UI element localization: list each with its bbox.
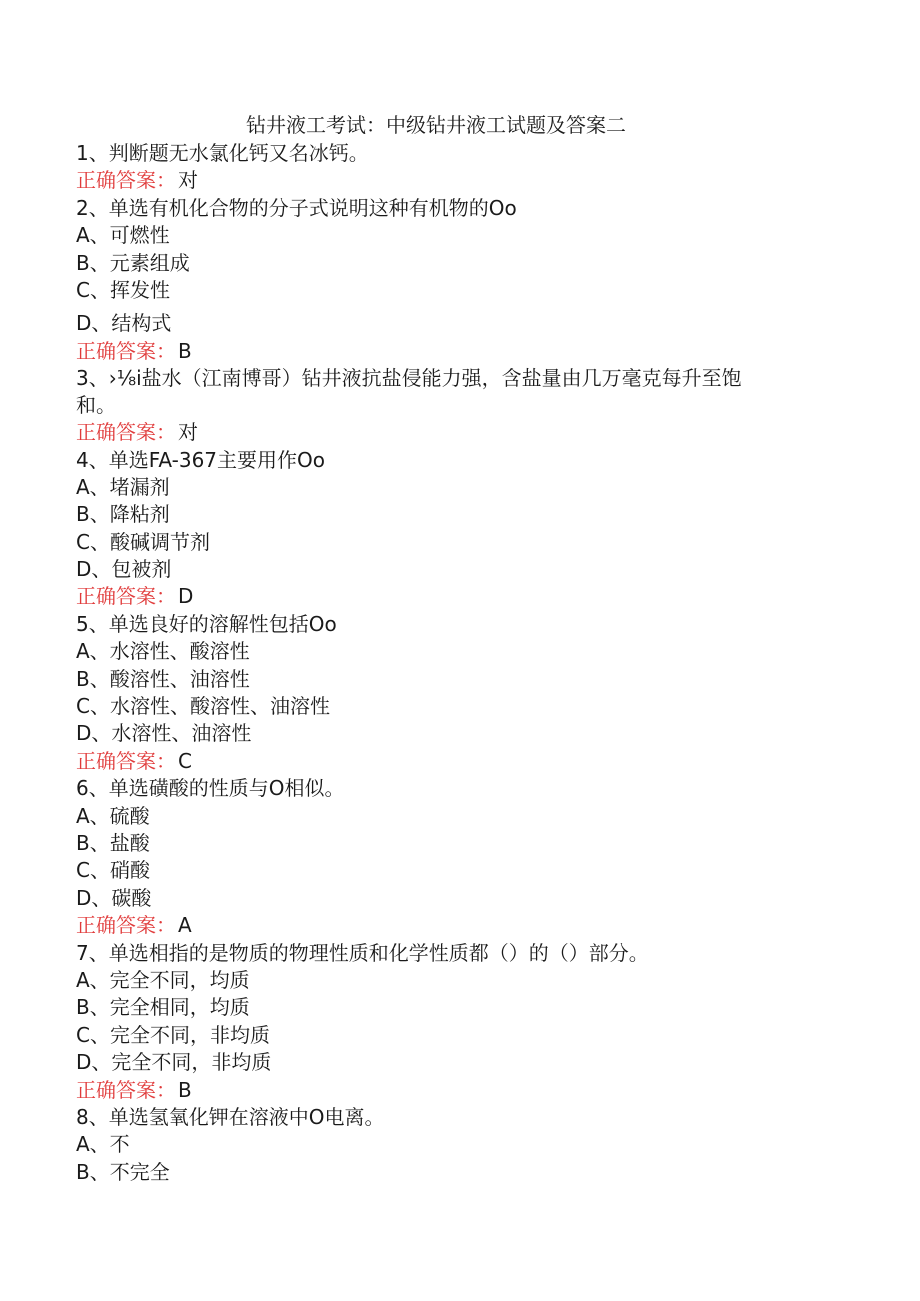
answer-line (76, 419, 796, 446)
question-stem: 2、单选有机化合物的分子式说明这种有机物的Oo (76, 195, 517, 220)
question-stem: 4、单选FA-367主要用作Oo (76, 447, 326, 472)
option-item: D、碳酸 (76, 885, 152, 910)
answer-label: 正确答案： (76, 913, 176, 938)
option-item: D、包被剂 (76, 557, 172, 582)
option-item: A、完全不同，均质 (76, 967, 250, 992)
answer-label: 正确答案： (76, 1077, 176, 1102)
document-title: 钻井液工考试：中级钻井液工试题及答案二 (246, 113, 626, 137)
option-item: C、硝酸 (76, 858, 150, 883)
option-item: B、完全相同，均质 (76, 995, 250, 1020)
option-item: D、水溶性、油溶性 (76, 721, 252, 746)
option-item: A、不 (76, 1132, 130, 1157)
document-page (76, 110, 796, 1186)
option-item: B、元素组成 (76, 250, 190, 275)
answer-label: 正确答案： (76, 168, 176, 193)
question-stem: 5、单选良好的溶解性包括Oo (76, 611, 337, 636)
answer-label: 正确答案： (76, 748, 176, 773)
answer-line (76, 338, 796, 365)
answer-line (76, 1077, 796, 1104)
answer-line (76, 583, 796, 610)
answer-value: C (178, 748, 192, 773)
answer-value: 对 (178, 168, 198, 193)
option-item: A、堵漏剂 (76, 474, 170, 499)
answer-label: 正确答案： (76, 338, 176, 363)
answer-value: B (178, 1077, 192, 1102)
answer-line (76, 912, 796, 939)
answer-line (76, 748, 796, 775)
option-item: B、盐酸 (76, 830, 150, 855)
option-item: C、挥发性 (76, 277, 170, 302)
option-item: A、可燃性 (76, 223, 170, 248)
answer-value: 对 (178, 420, 198, 445)
option-item: C、酸碱调节剂 (76, 529, 210, 554)
question-stem: 6、单选磺酸的性质与O相似。 (76, 776, 345, 801)
option-item: B、酸溶性、油溶性 (76, 666, 250, 691)
option-item: A、硫酸 (76, 803, 150, 828)
option-item: D、完全不同，非均质 (76, 1050, 272, 1075)
question-stem: 1、判断题无水氯化钙又名冰钙。 (76, 141, 369, 165)
answer-value: D (178, 584, 194, 609)
question-stem: 3、›⅛i盐水（江南博哥）钻井液抗盐侵能力强，含盐量由几万毫克每升至饱和。 (76, 366, 742, 418)
answer-line (76, 167, 796, 194)
question-stem: 8、单选氢氧化钾在溶液中O电离。 (76, 1104, 385, 1129)
option-item: B、降粘剂 (76, 502, 170, 527)
answer-label: 正确答案： (76, 420, 176, 445)
option-item: B、不完全 (76, 1159, 170, 1184)
answer-value: A (178, 913, 192, 938)
option-item: C、完全不同，非均质 (76, 1022, 270, 1047)
option-item: D、结构式 (76, 311, 172, 336)
option-item: C、水溶性、酸溶性、油溶性 (76, 694, 330, 719)
answer-value: B (178, 338, 192, 363)
question-stem: 7、单选相指的是物质的物理性质和化学性质都（）的（）部分。 (76, 940, 649, 965)
option-item: A、水溶性、酸溶性 (76, 639, 250, 664)
answer-label: 正确答案： (76, 584, 176, 609)
